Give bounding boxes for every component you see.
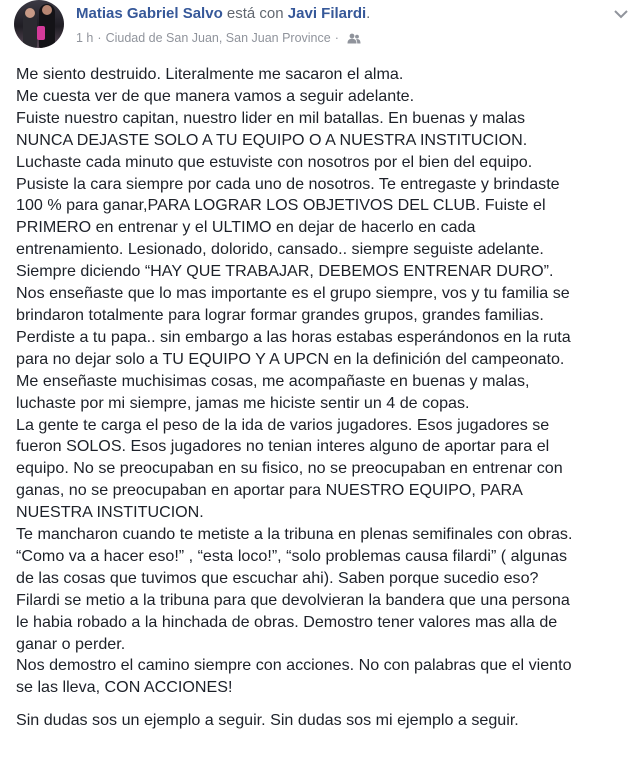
post-text-line: 100 % para ganar,PARA LOGRAR LOS OBJETIVOS DEL CLUB. Fuiste el <box>16 196 546 215</box>
post-text-line: para no dejar solo a TU EQUIPO Y A UPCN en la definición del campeonato. <box>16 349 565 368</box>
post-text-line: Luchaste cada minuto que estuviste con nosotros por el bien del equipo. <box>16 152 533 171</box>
post-header <box>0 0 642 60</box>
tagged-friend-link[interactable]: Javi Filardi <box>287 5 367 22</box>
post-text-line: Pusiste la cara siempre por cada uno de nosotros. Te entregaste y brindaste <box>16 174 560 193</box>
location-link[interactable]: Ciudad de San Juan, San Juan Province <box>105 31 331 45</box>
post-text-line: luchaste por mi siempre, jamas me hiciste sentir un 4 de copas. <box>16 393 470 412</box>
post-text-line: PRIMERO en entrenar y el ULTIMO en dejar de hacerlo en cada <box>16 218 476 237</box>
post-text-line: Me enseñaste muchisimas cosas, me acompañaste en buenas y malas, <box>16 371 530 390</box>
post-text-line: entrenamiento. Lesionado, dolorido, cansado.. siempre seguiste adelante. <box>16 240 544 259</box>
post-text-line: Te mancharon cuando te metiste a la tribuna en plenas semifinales con obras. <box>16 525 573 544</box>
post-text-line: “Como va a hacer eso!” , “esta loco!”, “solo problemas causa filardi” ( algunas <box>16 546 567 565</box>
post-text-line: Me siento destruido. Literalmente me sacaron el alma. <box>16 65 404 83</box>
post-text-line: Nos demostro el camino siempre con acciones. No con palabras que el viento <box>16 656 572 675</box>
timestamp-link[interactable]: 1 h <box>76 31 94 45</box>
post-text-line: NUNCA DEJASTE SOLO A TU EQUIPO O A NUESTRA INSTITUCION. <box>16 130 528 149</box>
post-body <box>16 64 636 732</box>
post-title: Matias Gabriel Salvo está con Javi Filardi. <box>76 5 371 22</box>
post-text-line: se las lleva, CON ACCIONES! <box>16 678 233 697</box>
post-text-line: le habia robado a la hinchada de obras. Demostro tener valores mas alla de <box>16 612 558 631</box>
post-text-line: fueron SOLOS. Esos jugadores no tenian interes alguno de aportar para el <box>16 437 550 456</box>
post-text-line: La gente te carga el peso de la ida de varios jugadores. Esos jugadores se <box>16 415 550 434</box>
avatar[interactable] <box>14 0 64 48</box>
post-text-line: brindaron totalmente para lograr formar grandes grupos, grandes familias. <box>16 305 544 324</box>
post-text-line: equipo. No se preocupaban en su fisico, no se preocupaban en entrenar con <box>16 459 563 478</box>
post-text-line: Sin dudas sos un ejemplo a seguir. Sin dudas sos mi ejemplo a seguir. <box>16 711 519 730</box>
post-text-line: Filardi se metio a la tribuna para que devolvieran la bandera que una persona <box>16 590 570 609</box>
post-text-line: de las cosas que tuvimos que escuchar ahi). Saben porque sucedio eso? <box>16 568 539 587</box>
post-meta: 1 h · Ciudad de San Juan, San Juan Province · <box>76 30 361 48</box>
with-connector: está con <box>226 5 284 22</box>
post-text-line: Siempre diciendo “HAY QUE TRABAJAR, DEBEMOS ENTRENAR DURO”. <box>16 262 554 281</box>
friends-audience-icon[interactable] <box>347 32 361 48</box>
post-text-line: Me cuesta ver de que manera vamos a seguir adelante. <box>16 86 415 105</box>
author-link[interactable]: Matias Gabriel Salvo <box>76 5 223 22</box>
post-text-line: Nos enseñaste que lo mas importante es el grupo siempre, vos y tu familia se <box>16 284 570 303</box>
post-text-line: ganar o perder. <box>16 634 126 653</box>
post-options-chevron-icon[interactable] <box>612 6 630 16</box>
post-text-line: ganas, no se preocupaban en aportar para NUESTRO EQUIPO, PARA <box>16 481 523 500</box>
post-text-line: NUESTRA INSTITUCION. <box>16 503 204 522</box>
post-text-line: Fuiste nuestro capitan, nuestro lider en mil batallas. En buenas y malas <box>16 108 526 127</box>
post-text-line: Perdiste a tu papa.. sin embargo a las horas estabas esperándonos en la ruta <box>16 327 571 346</box>
